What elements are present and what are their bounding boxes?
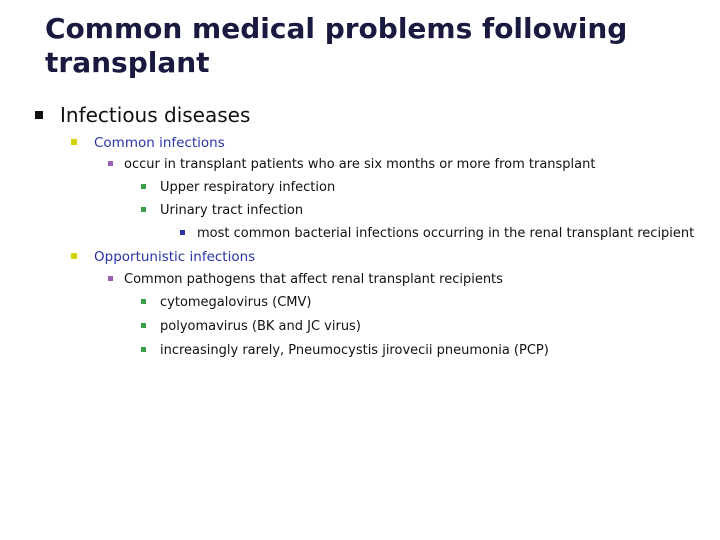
square-bullet-icon [35, 111, 43, 119]
bullet-opportunistic-infections [71, 249, 255, 265]
square-bullet-icon [71, 253, 77, 259]
bullet-upper-respiratory [141, 180, 335, 195]
square-bullet-icon [141, 184, 146, 189]
square-bullet-icon [108, 276, 113, 281]
bullet-polyomavirus [141, 319, 361, 334]
bullet-bacterial-infections [180, 226, 694, 241]
slide-title-line-2: transplant [45, 46, 210, 79]
bullet-text: Common infections [94, 135, 225, 151]
square-bullet-icon [141, 207, 146, 212]
bullet-text: Upper respiratory infection [160, 180, 336, 195]
bullet-infectious-diseases [35, 103, 250, 127]
bullet-urinary-tract [141, 203, 303, 218]
bullet-text: polyomavirus (BK and JC virus) [160, 319, 361, 334]
bullet-common-infections [71, 135, 225, 151]
bullet-text: Urinary tract infection [160, 203, 304, 218]
square-bullet-icon [180, 230, 185, 235]
square-bullet-icon [71, 139, 77, 145]
square-bullet-icon [141, 347, 146, 352]
bullet-text: Infectious diseases [60, 103, 251, 127]
square-bullet-icon [141, 299, 146, 304]
bullet-text: increasingly rarely, Pneumocystis jirovecii pneumonia (PCP) [160, 343, 549, 358]
square-bullet-icon [108, 161, 113, 166]
bullet-text: most common bacterial infections occurring in the renal transplant recipient [197, 226, 695, 241]
slide-title [45, 12, 627, 80]
bullet-text: cytomegalovirus (CMV) [160, 295, 312, 310]
bullet-pcp [141, 343, 549, 358]
slide-title-line-1: Common medical problems following [45, 12, 628, 45]
bullet-six-months [108, 157, 595, 172]
bullet-cmv [141, 295, 311, 310]
bullet-text: occur in transplant patients who are six months or more from transplant [124, 157, 596, 172]
bullet-common-pathogens [108, 272, 503, 287]
bullet-text: Opportunistic infections [94, 249, 256, 265]
bullet-text: Common pathogens that affect renal transplant recipients [124, 272, 503, 287]
square-bullet-icon [141, 323, 146, 328]
